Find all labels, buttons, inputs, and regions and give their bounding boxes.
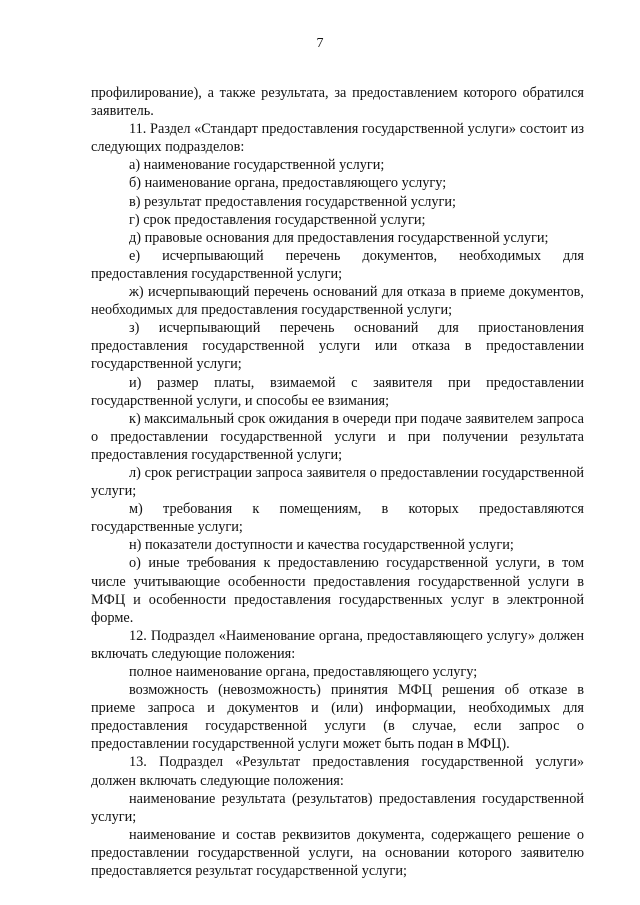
provision-mfc-refusal: возможность (невозможность) принятия МФЦ решения об отказе в приеме запроса и документов и (или) информации, необходимых для предоставления государственной услуги (в случае, если запрос о предоставлении государственной услуги может быть подан в МФЦ). bbox=[91, 682, 584, 753]
provision-result-name: наименование результата (результатов) предоставления государственной услуги; bbox=[91, 790, 584, 825]
list-item-v: в) результат предоставления государственной услуги; bbox=[129, 193, 457, 210]
list-item-i: и) размер платы, взимаемой с заявителя при предоставлении государственной услуги, и способы ее взимания; bbox=[91, 374, 584, 409]
list-item-n: н) показатели доступности и качества государственной услуги; bbox=[129, 537, 514, 554]
list-item-z: з) исчерпывающий перечень оснований для приостановления предоставления государственной услуги или отказа в предоставлении государственной услуги; bbox=[91, 320, 584, 373]
page-number: 7 bbox=[316, 36, 324, 51]
provision-full-name: полное наименование органа, предоставляющего услугу; bbox=[129, 664, 478, 680]
document-body bbox=[91, 84, 584, 880]
provision-document-details: наименование и состав реквизитов документа, содержащего решение о предоставлении государственной услуги, на основании которого заявителю предоставляется результат государственной услуги; bbox=[91, 826, 584, 880]
list-item-o: о) иные требования к предоставлению государственной услуги, в том числе учитывающие особенности предоставления государственной услуги в МФЦ и особенности предоставления государственных услуг в электронной форме. bbox=[91, 555, 584, 626]
list-item-zh: ж) исчерпывающий перечень оснований для отказа в приеме документов, необходимых для предоставления государственной услуги; bbox=[91, 284, 584, 319]
paragraph-continuation: профилирование), а также результата, за предоставлением которого обратился заявитель. bbox=[91, 85, 584, 120]
list-item-e: е) исчерпывающий перечень документов, необходимых для предоставления государственной услуги; bbox=[91, 247, 584, 282]
paragraph-section-12: 12. Подраздел «Наименование органа, предоставляющего услугу» должен включать следующие положения: bbox=[91, 627, 584, 662]
list-item-d: д) правовые основания для предоставления государственной услуги; bbox=[129, 229, 549, 246]
paragraph-section-11: 11. Раздел «Стандарт предоставления государственной услуги» состоит из следующих подразделов: bbox=[91, 121, 584, 156]
list-item-l: л) срок регистрации запроса заявителя о предоставлении государственной услуги; bbox=[91, 464, 584, 500]
list-item-k: к) максимальный срок ожидания в очереди при подаче заявителем запроса о предоставлении государственной услуги и при получении результата предоставления государственной услуги; bbox=[91, 410, 584, 463]
list-item-b: б) наименование органа, предоставляющего услугу; bbox=[129, 175, 447, 192]
list-item-a: а) наименование государственной услуги; bbox=[129, 157, 385, 174]
paragraph-section-13: 13. Подраздел «Результат предоставления государственной услуги» должен включать следующие положения: bbox=[91, 754, 584, 789]
list-item-m: м) требования к помещениям, в которых предоставляются государственные услуги; bbox=[91, 501, 584, 536]
list-item-g: г) срок предоставления государственной услуги; bbox=[129, 211, 426, 228]
